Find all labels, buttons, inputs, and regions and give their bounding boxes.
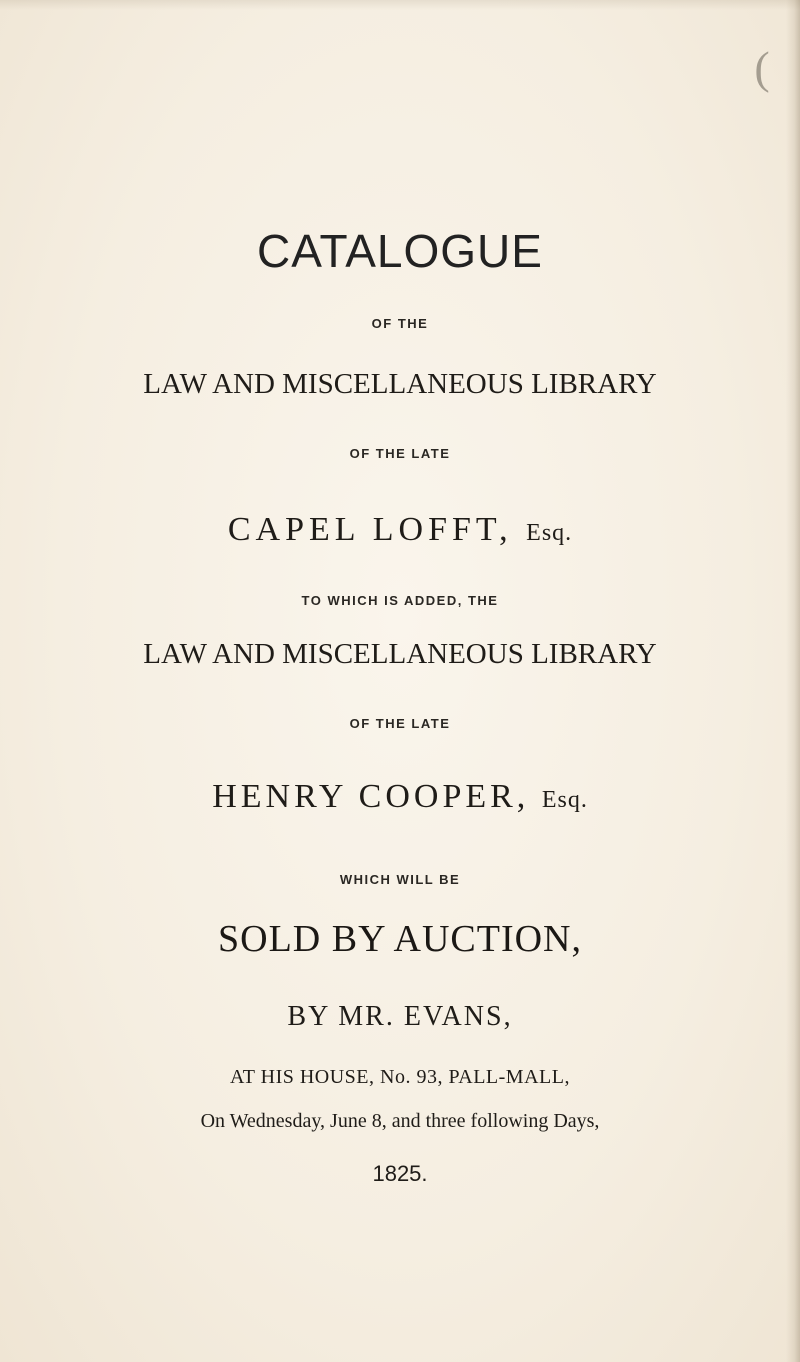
- of-the-late-line-2: OF THE LATE: [349, 716, 451, 731]
- owner-name-2-text: HENRY COOPER,: [212, 778, 530, 815]
- owner-name-1-suffix: Esq.: [526, 520, 573, 546]
- library-heading-2: LAW AND MISCELLANEOUS LIBRARY: [143, 638, 657, 670]
- sold-by-auction-heading: SOLD BY AUCTION,: [218, 918, 582, 960]
- auction-dates: On Wednesday, June 8, and three following Days,: [200, 1110, 600, 1132]
- to-which-added-line: TO WHICH IS ADDED, THE: [301, 593, 499, 608]
- owner-name-1-text: CAPEL LOFFT,: [227, 511, 513, 548]
- auction-address: AT HIS HOUSE, No. 93, PALL-MALL,: [230, 1066, 570, 1088]
- page-right-edge: [786, 0, 800, 1362]
- corner-annotation-mark: (: [754, 42, 770, 93]
- library-heading-1: LAW AND MISCELLANEOUS LIBRARY: [143, 368, 657, 400]
- owner-name-1: [0, 511, 800, 549]
- of-the-late-line-1: OF THE LATE: [349, 446, 451, 461]
- auctioneer-line: BY MR. EVANS,: [287, 1001, 513, 1032]
- of-the-line: OF THE: [371, 316, 429, 331]
- page-top-edge: [0, 0, 800, 10]
- which-will-be-line: WHICH WILL BE: [339, 872, 461, 887]
- publication-year: 1825.: [372, 1161, 428, 1186]
- owner-name-2: [0, 778, 800, 816]
- owner-name-2-suffix: Esq.: [541, 787, 588, 813]
- catalogue-title: CATALOGUE: [257, 225, 543, 277]
